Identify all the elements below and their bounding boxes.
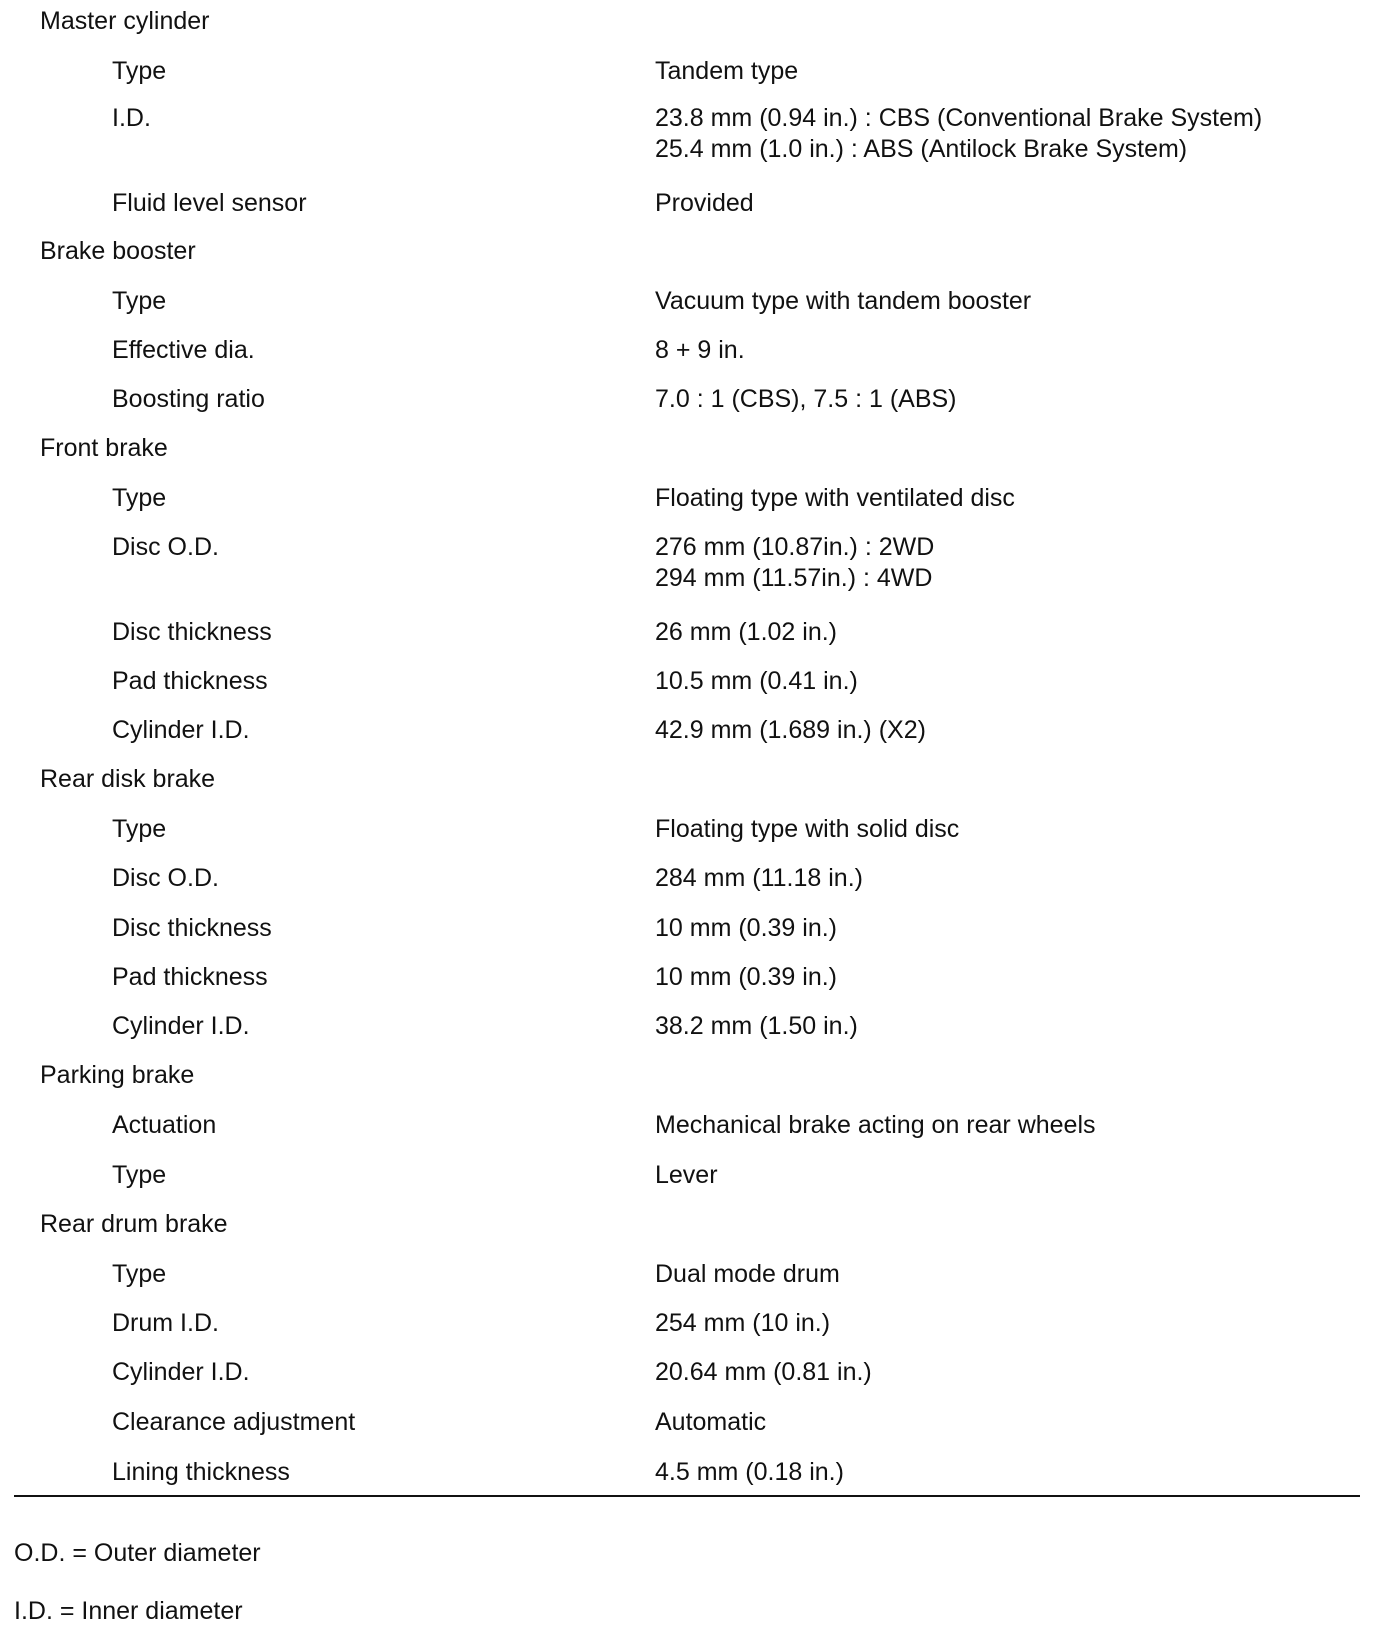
- spec-value: Provided: [655, 189, 754, 217]
- spec-value: Vacuum type with tandem booster: [655, 287, 1032, 315]
- spec-label: Type: [112, 57, 167, 85]
- spec-label: Fluid level sensor: [112, 189, 307, 217]
- spec-label: Cylinder I.D.: [112, 1358, 250, 1386]
- spec-value-line: 23.8 mm (0.94 in.) : CBS (Conventional Brake System): [655, 104, 1263, 132]
- spec-value: 10.5 mm (0.41 in.): [655, 667, 858, 695]
- spec-label: Type: [112, 484, 167, 512]
- spec-value: 284 mm (11.18 in.): [655, 864, 863, 892]
- spec-value-line: 25.4 mm (1.0 in.) : ABS (Antilock Brake System): [655, 135, 1188, 163]
- spec-label: Pad thickness: [112, 667, 268, 695]
- section-title: Brake booster: [40, 237, 196, 265]
- spec-label: Clearance adjustment: [112, 1408, 356, 1436]
- spec-label: Effective dia.: [112, 336, 255, 364]
- note-od: O.D. = Outer diameter: [14, 1539, 261, 1567]
- spec-value: Floating type with solid disc: [655, 815, 960, 843]
- spec-label: Boosting ratio: [112, 385, 265, 413]
- spec-label: Type: [112, 1161, 167, 1189]
- spec-label: Disc thickness: [112, 914, 272, 942]
- section-title: Rear disk brake: [40, 765, 216, 793]
- section-title: Master cylinder: [40, 7, 210, 35]
- spec-value: 38.2 mm (1.50 in.): [655, 1012, 858, 1040]
- spec-label: Cylinder I.D.: [112, 1012, 250, 1040]
- spec-label: Disc thickness: [112, 618, 272, 646]
- spec-label: Type: [112, 287, 167, 315]
- note-id: I.D. = Inner diameter: [14, 1597, 243, 1625]
- spec-value: 26 mm (1.02 in.): [655, 618, 838, 646]
- spec-value: Mechanical brake acting on rear wheels: [655, 1111, 1096, 1139]
- section-title: Parking brake: [40, 1061, 195, 1089]
- spec-label: Drum I.D.: [112, 1309, 219, 1337]
- spec-label: Disc O.D.: [112, 864, 219, 892]
- spec-value: 10 mm (0.39 in.): [655, 963, 838, 991]
- section-title: Front brake: [40, 434, 168, 462]
- spec-value: Lever: [655, 1161, 718, 1189]
- spec-value: Automatic: [655, 1408, 767, 1436]
- spec-value: 20.64 mm (0.81 in.): [655, 1358, 872, 1386]
- spec-value: Dual mode drum: [655, 1260, 840, 1288]
- spec-label: I.D.: [112, 104, 151, 132]
- spec-label: Lining thickness: [112, 1458, 290, 1486]
- spec-value: 10 mm (0.39 in.): [655, 914, 838, 942]
- spec-value: 42.9 mm (1.689 in.) (X2): [655, 716, 926, 744]
- spec-label: Type: [112, 1260, 167, 1288]
- spec-value-line: 294 mm (11.57in.) : 4WD: [655, 564, 933, 592]
- spec-value: Tandem type: [655, 57, 799, 85]
- spec-value-line: 276 mm (10.87in.) : 2WD: [655, 533, 935, 561]
- spec-value: [655, 532, 934, 594]
- table-divider: [14, 1495, 1360, 1497]
- spec-value: 254 mm (10 in.): [655, 1309, 831, 1337]
- spec-label: Disc O.D.: [112, 533, 219, 561]
- spec-value: 7.0 : 1 (CBS), 7.5 : 1 (ABS): [655, 385, 957, 413]
- spec-value: [655, 103, 1262, 165]
- spec-value: 4.5 mm (0.18 in.): [655, 1458, 844, 1486]
- spec-label: Cylinder I.D.: [112, 716, 250, 744]
- spec-value: Floating type with ventilated disc: [655, 484, 1015, 512]
- spec-label: Pad thickness: [112, 963, 268, 991]
- section-title: Rear drum brake: [40, 1210, 228, 1238]
- spec-label: Actuation: [112, 1111, 217, 1139]
- spec-label: Type: [112, 815, 167, 843]
- spec-value: 8 + 9 in.: [655, 336, 745, 364]
